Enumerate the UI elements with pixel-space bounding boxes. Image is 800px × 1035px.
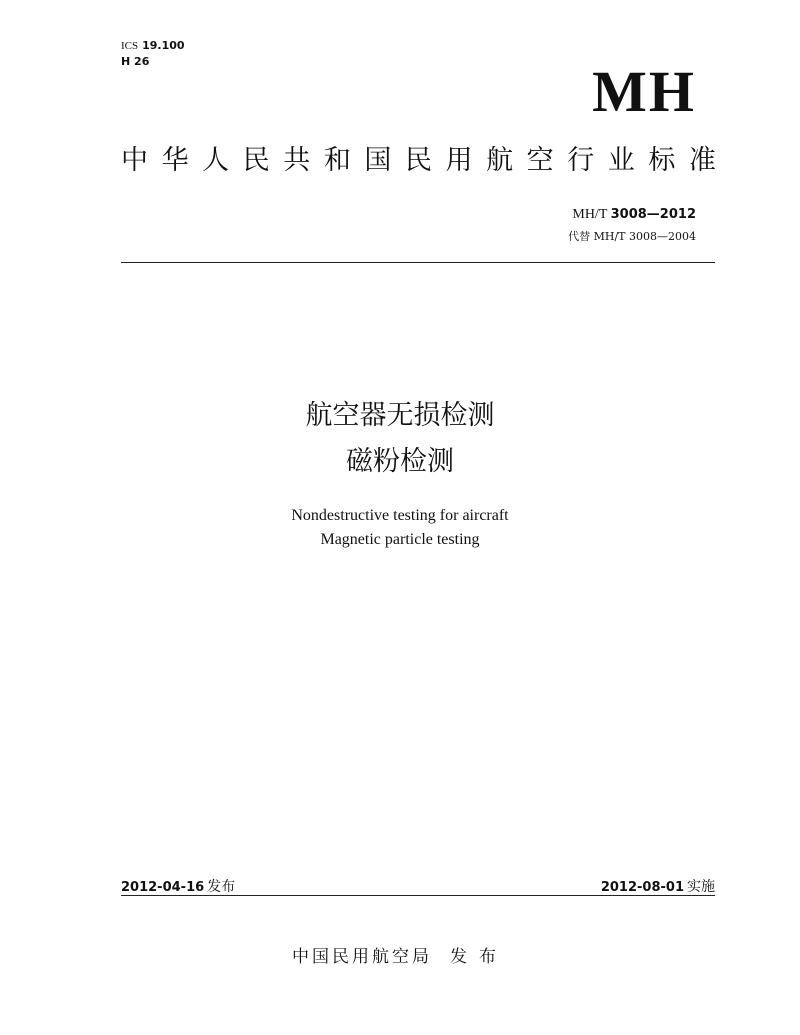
replaces-note: 代替 MH/T 3008—2004 <box>568 230 696 243</box>
category-char: 用 <box>445 145 473 176</box>
category-char: 共 <box>283 145 311 176</box>
category-char: 国 <box>364 145 392 176</box>
publisher-line <box>0 942 800 967</box>
category-char: 华 <box>161 145 189 176</box>
category-char: 准 <box>688 145 716 176</box>
title-en-line1: Nondestructive testing for aircraft <box>291 507 509 524</box>
publish-action: 发布 <box>450 947 508 967</box>
standard-number-value: 3008—2012 <box>610 207 696 222</box>
category-char: 行 <box>567 145 595 176</box>
top-divider <box>121 262 715 263</box>
mh-logo: MH <box>592 59 696 124</box>
standard-category <box>121 143 716 179</box>
standard-number <box>572 207 696 223</box>
title-cn-line1: 航空器无损检测 <box>305 400 495 431</box>
issue-date: 2012-04-16 <box>121 880 205 895</box>
bottom-divider <box>121 895 715 896</box>
title-cn-line2: 磁粉检测 <box>346 446 454 477</box>
implement-date-line <box>601 876 715 896</box>
ccs-code: H 26 <box>121 55 150 68</box>
category-char: 空 <box>526 145 554 176</box>
implement-label: 实施 <box>687 879 715 895</box>
category-char: 和 <box>323 145 351 176</box>
ics-line <box>121 38 185 54</box>
category-char: 人 <box>202 145 230 176</box>
category-char: 民 <box>242 145 270 176</box>
category-char: 民 <box>404 145 432 176</box>
issue-date-line <box>121 876 235 896</box>
issue-label: 发布 <box>207 879 236 895</box>
category-char: 标 <box>648 145 676 176</box>
category-char: 业 <box>607 145 635 176</box>
implement-date: 2012-08-01 <box>600 880 684 895</box>
category-char: 航 <box>486 145 514 176</box>
publisher-name: 中国民用航空局 <box>292 947 432 967</box>
title-en-line2: Magnetic particle testing <box>320 531 480 548</box>
ics-label: ICS <box>121 40 139 52</box>
ics-code: 19.100 <box>142 39 185 52</box>
standard-number-prefix: MH/T <box>572 207 608 222</box>
category-char: 中 <box>121 145 148 176</box>
